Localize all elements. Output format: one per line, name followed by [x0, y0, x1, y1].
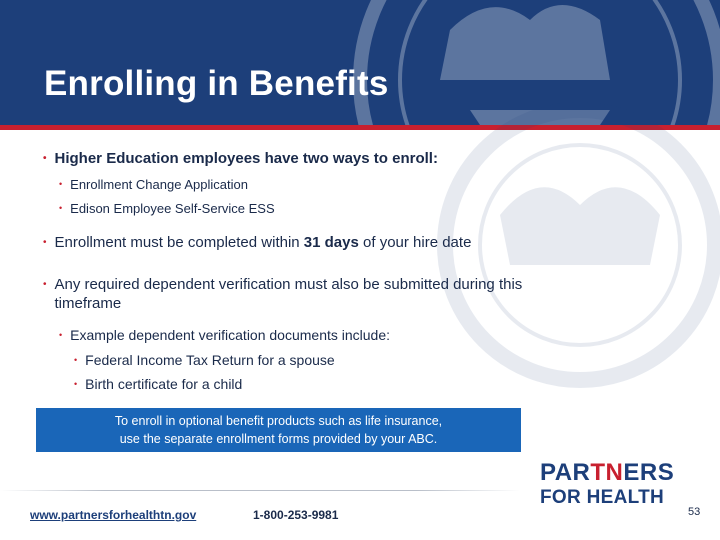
bullet-enrollment-deadline [43, 233, 471, 252]
bullet-text: Any required dependent verification must also be submitted during this timeframe [54, 276, 523, 312]
sub-bullet-text: Enrollment Change Application [70, 177, 248, 192]
footer-divider [0, 490, 520, 491]
sub-sub-bullet-birth-certificate [74, 376, 242, 393]
bullet-icon: • [74, 379, 78, 389]
callout-line: To enroll in optional benefit products such as life insurance, [114, 414, 443, 428]
bullet-dependent-verification [43, 275, 522, 313]
bullet-icon: • [59, 179, 63, 189]
bullet-text: Enrollment must be completed within 31 days of your hire date [54, 234, 472, 251]
logo-wordmark-bottom: FOR HEALTH [540, 487, 665, 508]
page-title: Enrolling in Benefits [44, 64, 389, 103]
bullet-icon: • [43, 279, 47, 290]
sub-bullet-text: Example dependent verification documents include: [70, 327, 391, 343]
bullet-ways-to-enroll [43, 149, 438, 168]
optional-benefits-callout [36, 408, 521, 452]
phone-number: 1-800-253-9981 [253, 508, 339, 522]
logo-wordmark-top: PARTNERS [540, 459, 675, 486]
bullet-icon: • [59, 330, 63, 340]
sub-bullet-edison-ess [59, 200, 275, 217]
website-link[interactable]: www.partnersforhealthtn.gov [30, 508, 197, 522]
bullet-icon: • [43, 153, 47, 164]
sub-bullet-example-documents [59, 327, 390, 344]
sub-bullet-enrollment-change [59, 176, 248, 193]
bullet-icon: • [74, 355, 78, 365]
sub-bullet-text: Federal Income Tax Return for a spouse [85, 352, 335, 368]
deadline-emphasis: 31 days [303, 234, 359, 251]
sub-bullet-text: Birth certificate for a child [85, 376, 243, 392]
sub-sub-bullet-tax-return [74, 352, 335, 369]
bullet-text: Higher Education employees have two ways to enroll: [54, 150, 438, 167]
partners-for-health-logo [540, 459, 675, 520]
watermark-seal-icon [430, 95, 720, 395]
callout-line: use the separate enrollment forms provided by your ABC. [119, 432, 438, 446]
sub-bullet-text: Edison Employee Self-Service ESS [70, 201, 275, 216]
bullet-icon: • [59, 203, 63, 213]
bullet-icon: • [43, 237, 47, 248]
page-number: 53 [688, 506, 701, 518]
